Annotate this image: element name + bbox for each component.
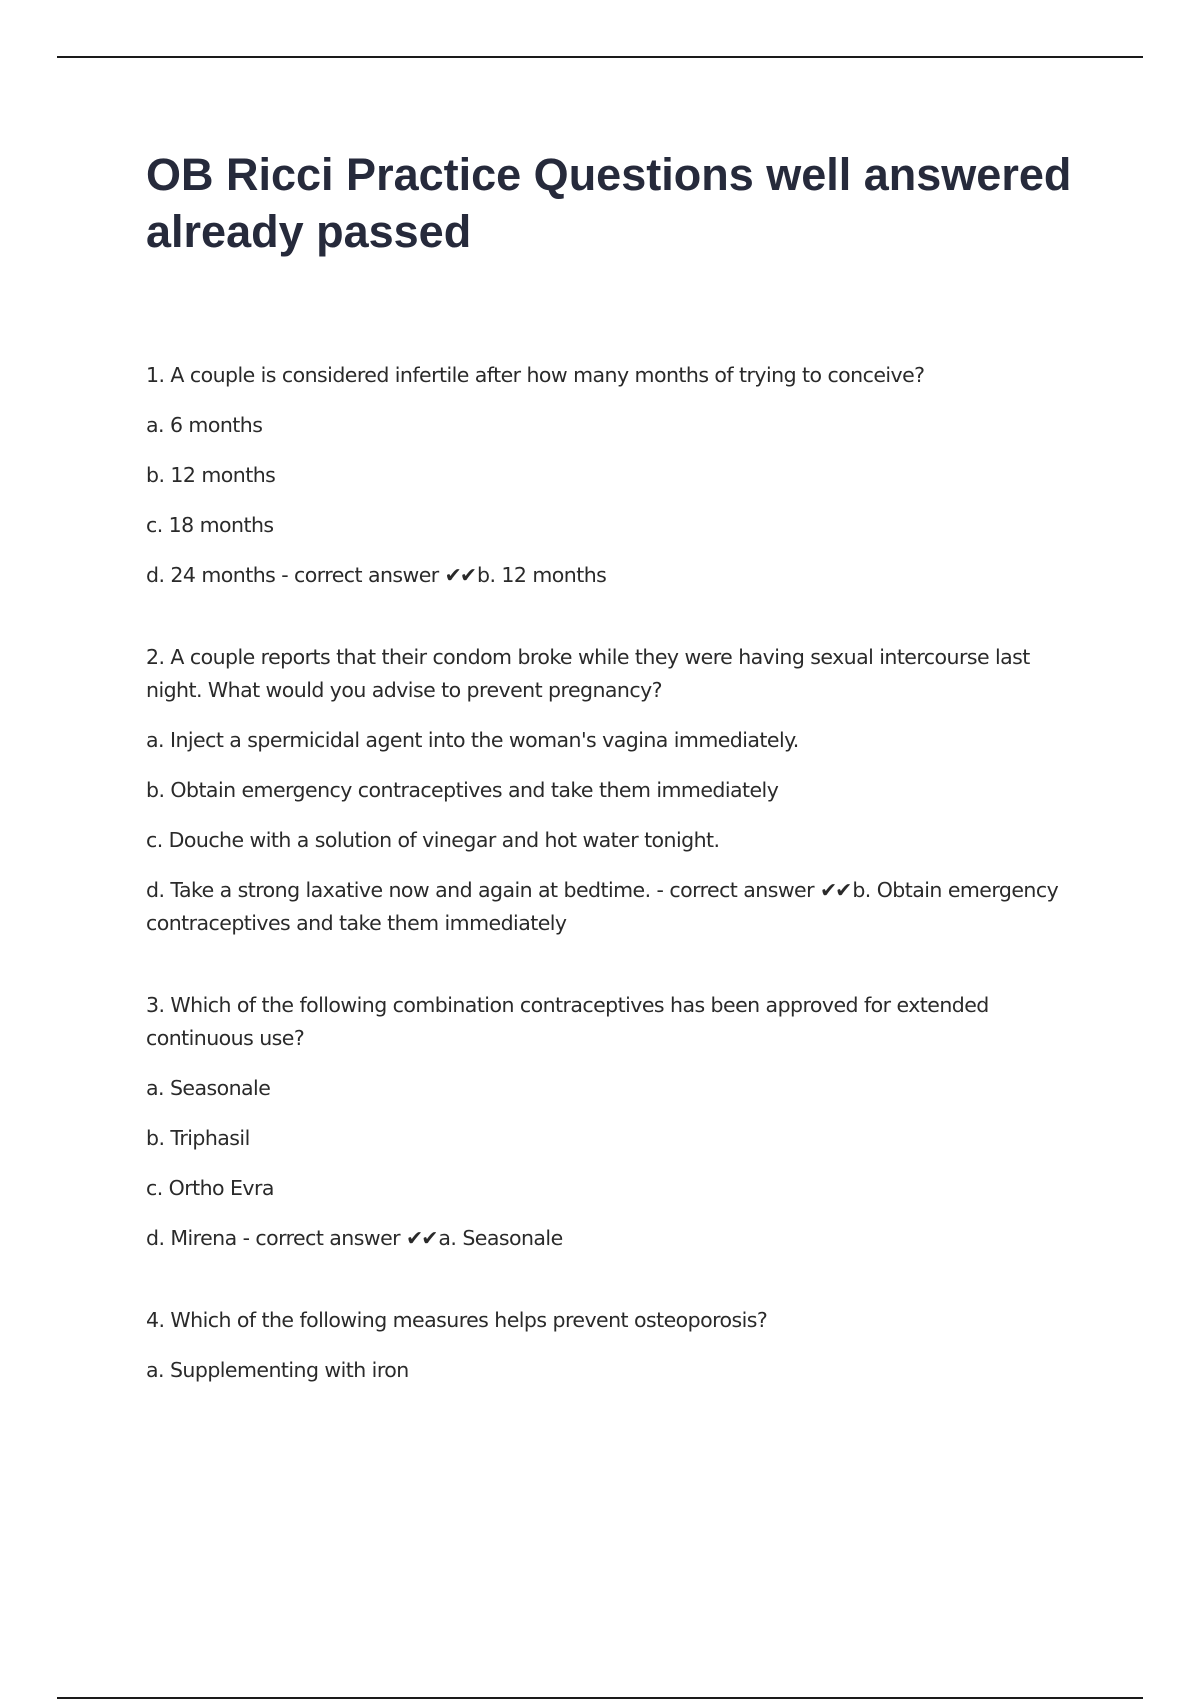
question-3-option-b: b. Triphasil bbox=[146, 1126, 250, 1150]
question-2-option-a: a. Inject a spermicidal agent into the woman's vagina immediately. bbox=[146, 728, 799, 752]
question-list bbox=[146, 359, 1086, 1387]
question-1-option-c: c. 18 months bbox=[146, 513, 274, 537]
question-4-text: 4. Which of the following measures helps prevent osteoporosis? bbox=[146, 1308, 768, 1332]
question-3-option-d: d. Mirena - correct answer bbox=[146, 1226, 401, 1250]
question-4 bbox=[146, 1304, 1086, 1387]
question-1-option-d-with-answer bbox=[146, 559, 1086, 592]
check-mark-icon: ✔✔ bbox=[444, 563, 476, 587]
question-3-option-a: a. Seasonale bbox=[146, 1076, 271, 1100]
question-2-answer: b. Obtain emergency contraceptives and take them immediately bbox=[146, 878, 1059, 935]
question-3-answer: a. Seasonale bbox=[438, 1226, 563, 1250]
question-1-option-d: d. 24 months - correct answer bbox=[146, 563, 439, 587]
question-1-option-a: a. 6 months bbox=[146, 413, 263, 437]
question-1 bbox=[146, 359, 1086, 592]
bottom-horizontal-rule bbox=[57, 1697, 1143, 1699]
question-3-option-d-with-answer bbox=[146, 1222, 1086, 1255]
question-1-text: 1. A couple is considered infertile after how many months of trying to conceive? bbox=[146, 363, 925, 387]
document-body bbox=[146, 146, 1086, 1436]
check-mark-icon: ✔✔ bbox=[819, 878, 851, 902]
question-3 bbox=[146, 989, 1086, 1255]
question-2-option-d: d. Take a strong laxative now and again at bedtime. - correct answer bbox=[146, 878, 814, 902]
question-2 bbox=[146, 641, 1086, 940]
check-mark-icon: ✔✔ bbox=[406, 1226, 437, 1250]
question-1-option-b: b. 12 months bbox=[146, 463, 276, 487]
question-4-option-a: a. Supplementing with iron bbox=[146, 1358, 409, 1382]
question-2-option-d-with-answer bbox=[146, 874, 1086, 940]
question-2-option-c: c. Douche with a solution of vinegar and hot water tonight. bbox=[146, 828, 720, 852]
question-3-text: 3. Which of the following combination contraceptives has been approved for extended continuous use? bbox=[146, 993, 989, 1050]
question-2-option-b: b. Obtain emergency contraceptives and take them immediately bbox=[146, 778, 779, 802]
question-1-answer: b. 12 months bbox=[477, 563, 607, 587]
top-horizontal-rule bbox=[57, 56, 1143, 58]
question-2-text: 2. A couple reports that their condom broke while they were having sexual intercourse last night. What would you advise to prevent pregnancy? bbox=[146, 645, 1030, 702]
question-3-option-c: c. Ortho Evra bbox=[146, 1176, 274, 1200]
document-title: OB Ricci Practice Questions well answered already passed bbox=[146, 149, 1072, 257]
